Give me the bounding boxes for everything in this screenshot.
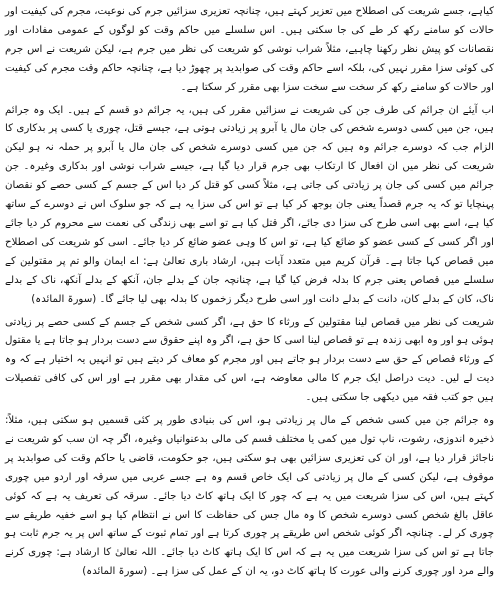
- paragraph-qisas-and-diyat: شریعت کی نظر میں قصاص لینا مقتولین کے ورثاء کا حق ہے، اگر کسی شخص کے جسم کے کسی حصے پر زیادتی ہوئی ہو اور وہ ابھی زندہ ہے تو قصاص لینا اسی کا حق ہے، اگر وہ اپنے حقوق سے دست بردار ہو جاتا ہے یا مقتول کے ورثاء قصاص کے حق سے دست بردار ہو جاتے ہیں اور مجرم کو معاف کر دیتے ہیں تو انہیں یہ اختیار ہے کہ وہ دیت لے لیں۔ دیت دراصل ایک جرم کا مالی معاوضہ ہے، اس کی مقدار بھی مقرر ہے اور اس کی کافی تفصیلات ہیں جو کتب فقہ میں دیکھی جا سکتی ہیں۔: [5, 316, 494, 404]
- paragraph-theft-punishment: وہ جرائم جن میں کسی شخص کے مال پر زیادتی ہو، اس کی بنیادی طور پر کئی قسمیں ہو سکتی ہیں، مثلاً: ذخیرہ اندوزی، رشوت، ناپ تول میں کمی یا مختلف قسم کی مالی بدعنوانیاں وغیرہ، اگر چہ ان سب کو شریعت نے ناجائز قرار دیا ہے، اور ان کی تعزیری سزائیں بھی ہو سکتی ہیں، جو حکومت، قاضی یا حاکم وقت کی صوابدید پر موقوف ہے، لیکن کسی کے مال پر زیادتی کی ایک خاص قسم وہ ہے جسے عربی میں سرقہ اور اردو میں چوری کہتے ہیں، اس کی سزا شریعت میں یہ ہے کہ چور کا ایک ہاتھ کاٹ دیا جائے۔ سرقہ کی تعریف یہ ہے کہ کوئی عاقل بالغ شخص کسی دوسرے شخص کا وہ مال جس کی حفاظت کا اس نے انتظام کیا ہو اسے خفیہ طریقے سے چوری کر لے۔ چنانچہ اگر کوئی شخص اس طریقے پر چوری کرتا ہے اور تمام ثبوت کے ساتھ اس پر یہ جرم ثابت ہو جاتا ہے تو اس کی سزا شریعت میں یہ ہے کہ اس کا ایک ہاتھ کاٹ دیا جائے۔ اللہ تعالیٰ کا ارشاد ہے: چوری کرنے والے مرد اور چوری کرنے والی عورت کا ہاتھ کاٹ دو، یہ ان کے عمل کی سزا ہے۔ (سورۃ المائدہ): [5, 415, 494, 578]
- paragraph-taazir: کیاہے، جسے شریعت کی اصطلاح میں تعزیر کہتے ہیں، چنانچہ تعزیری سزائیں جرم کی نوعیت، مجرم کی کیفیت اور حالات کو سامنے رکھ کر طے کی جا سکتی ہیں۔ اس سلسلے میں حاکم وقت کو لوگوں کے عمومی مفادات اور نقصانات کو پیش نظر رکھنا چاہیے، مثلاً شراب نوشی کو شریعت کی نظر میں جرم ہے، لیکن شریعت نے اس جرم کی کوئی سزا مقرر نہیں کی، بلکہ اسے حاکم وقت کی صوابدید پر چھوڑ دیا ہے، چنانچہ حاکم وقت مجرم کی کیفیت اور حالات کو سامنے رکھ کر سخت سے سخت سزا بھی مقرر کر سکتا ہے۔: [5, 6, 494, 93]
- paragraph-crimes-against-person: اب آیئے ان جرائم کی طرف جن کی شریعت نے سزائیں مقرر کی ہیں، یہ جرائم دو قسم کے ہیں۔ ایک وہ جرائم ہیں، جن میں کسی دوسرے شخص کی جان مال یا آبرو پر زیادتی ہوتی ہے، جیسے قتل، چوری یا کسی پر بدکاری کا الزام جب کہ دوسرے جرائم وہ ہیں کہ جن میں کسی دوسرے شخص کی جان مال یا آبرو پر حملہ نہ ہو لیکن شریعت کی نظر میں ان افعال کا ارتکاب بھی جرم قرار دیا گیا ہے، جیسے شراب نوشی اور بدکاری وغیرہ۔ جن جرائم میں کسی کی جان پر زیادتی کی جاتی ہے، مثلاً کسی کو قتل کر دیا اس کے جسم کے کسی حصے کو نقصان پہنچایا تو کہ یہ جرم قصداً یعنی جان بوجھ کر کیا ہے تو اس کی سزا یہ ہے کہ جو سلوک اس نے دوسرے کے ساتھ کیا ہے، اسے بھی اسی طرح کی سزا دی جائے، اگر قتل کیا ہے تو اسے بھی زندگی کی نعمت سے محروم کر دیا جائے اور اگر کسی کے کسی عضو کو ضائع کیا ہے، تو اس کا وہی عضو ضائع کر دیا جائے۔ اسی کو شریعت کی اصطلاح میں قصاص کہا جاتا ہے۔ قرآن کریم میں متعدد آیات ہیں، ارشاد باری تعالیٰ ہے: اے ایمان والو تم پر مقتولین کے سلسلے میں قصاص یعنی جرم کا بدلہ فرض کیا گیا ہے، چنانچہ جان کے بدلے جان، آنکھ کے بدلے آنکھ، ناک کے بدلے ناک، کان کے بدلے کان، دانت کے بدلے دانت اور اسی طرح دیگر زخموں کا بدلہ بھی لیا جائے گا۔ (سورۃ المائدہ): [5, 104, 494, 305]
